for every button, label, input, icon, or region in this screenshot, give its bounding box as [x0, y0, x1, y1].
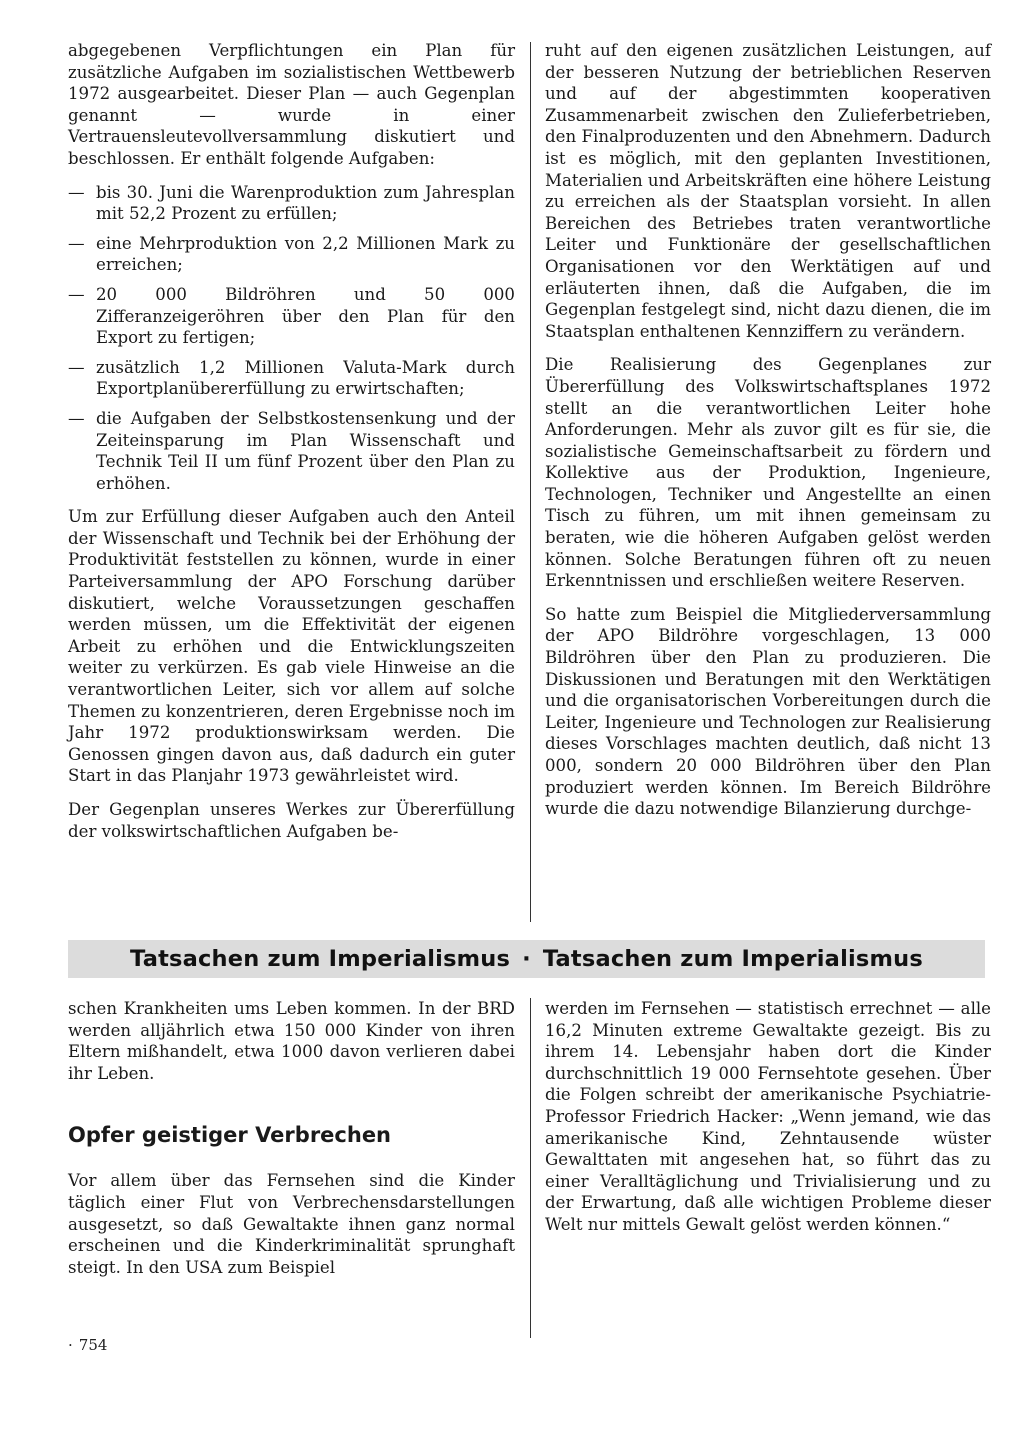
banner-text-right: Tatsachen zum Imperialismus — [542, 946, 923, 972]
list-item-text: 20 000 Bildröhren und 50 000 Zifferanzeigeröhren über den Plan für den Export zu fertigen; — [96, 284, 515, 348]
dash-marker: — — [68, 182, 85, 202]
section-heading: Opfer geistiger Verbrechen — [68, 1123, 392, 1148]
section-banner — [68, 940, 985, 978]
column-top-right — [545, 40, 991, 832]
paragraph: Vor allem über das Fernsehen sind die Kinder täglich einer Flut von Verbrechensdarstellungen ausgesetzt, so daß Gewaltakte ihnen ganz normal erscheinen und die Kinderkriminalität sprunghaft steigt. In den USA zum Beispiel — [68, 1171, 515, 1277]
list-item — [68, 357, 515, 400]
column-bottom-right — [545, 998, 991, 1248]
column-top-left — [68, 40, 515, 854]
page-number — [68, 1336, 107, 1354]
page-mark: · — [68, 1336, 73, 1354]
paragraph: Die Realisierung des Gegenplanes zur Übererfüllung des Volkswirtschaftsplanes 1972 stellt an die verantwortlichen Leiter hohe Anforderungen. Mehr als zuvor gilt es für sie, die sozialistische Gemeinschaftsarbeit zu fördern und Kollektive aus der Produktion, Ingenieure, Technologen, Techniker und Angestellte an einen Tisch zu führen, um mit ihnen gemeinsam zu beraten, wie die höheren Aufgaben gelöst werden können. Solche Beratungen führen oft zu neuen Erkenntnissen und erschließen weitere Reserven. — [545, 355, 991, 591]
paragraph: werden im Fernsehen — statistisch errechnet — alle 16,2 Minuten extreme Gewaltakte gezeigt. Bis zu ihrem 14. Lebensjahr haben dort die Kinder durchschnittlich 19 000 Fernsehtote gesehen. Über die Folgen schreibt der amerikanische Psychiatrie-Professor Friedrich Hacker: „Wenn jemand, wie das amerikanische Kind, Zehntausende wüster Gewalttaten mit angesehen hat, so führt das zu einer Veralltäglichung und Trivialisierung und zu der Erwartung, daß alle wichtigen Probleme dieser Welt nur mittels Gewalt gelöst werden können.“ — [545, 999, 991, 1234]
banner-text-left: Tatsachen zum Imperialismus — [130, 946, 511, 972]
paragraph: abgegebenen Verpflichtungen ein Plan für zusätzliche Aufgaben im sozialistischen Wettbewerb 1972 ausgearbeitet. Dieser Plan — auch Gegenplan genannt — wurde in einer Vertrauensleutevollversammlung diskutiert und beschlossen. Er enthält folgende Aufgaben: — [68, 41, 515, 168]
paragraph: Der Gegenplan unseres Werkes zur Übererfüllung der volkswirtschaftlichen Aufgaben be- — [68, 800, 515, 841]
list-item-text: eine Mehrproduktion von 2,2 Millionen Mark zu erreichen; — [96, 233, 515, 275]
banner-separator: · — [522, 946, 531, 972]
paragraph: So hatte zum Beispiel die Mitgliederversammlung der APO Bildröhre vorgeschlagen, 13 000 Bildröhren über den Plan zu produzieren. Die Diskussionen und Beratungen mit den Werktätigen und die organisatorischen Vorbereitungen durch die Leiter, Ingenieure und Technologen zur Realisierung dieses Vorschlages machten deutlich, daß nicht 13 000, sondern 20 000 Bildröhren über den Plan produziert werden können. Im Bereich Bildröhre wurde die dazu notwendige Bilanzierung durchge- — [545, 604, 991, 819]
dash-marker: — — [68, 233, 85, 253]
list-item — [68, 182, 515, 225]
list-item — [68, 408, 515, 494]
page-number-text: 754 — [78, 1336, 108, 1354]
list-item-text: zusätzlich 1,2 Millionen Valuta-Mark durch Exportplanübererfüllung zu erwirtschaften; — [96, 357, 515, 399]
column-bottom-left — [68, 998, 515, 1290]
dash-marker: — — [68, 284, 85, 304]
dash-marker: — — [68, 357, 85, 377]
list-item — [68, 233, 515, 276]
paragraph: ruht auf den eigenen zusätzlichen Leistungen, auf der besseren Nutzung der betrieblichen Reserven und auf der abgestimmten kooperativen Zusammenarbeit zwischen den Zulieferbetrieben, den Finalproduzenten und den Abnehmern. Dadurch ist es möglich, mit den geplanten Investitionen, Materialien und Arbeitskräften eine höhere Leistung zu erreichen als der Staatsplan vorsieht. In allen Bereichen des Betriebes traten verantwortliche Leiter und Funktionäre der gesellschaftlichen Organisationen vor den Werktätigen auf und erläuterten ihnen, daß die Aufgaben, die im Gegenplan festgelegt sind, nicht dazu dienen, die im Staatsplan enthaltenen Kennziffern zu verändern. — [545, 41, 991, 341]
paragraph: schen Krankheiten ums Leben kommen. In der BRD werden alljährlich etwa 150 000 Kinder von ihren Eltern mißhandelt, etwa 1000 davon verlieren dabei ihr Leben. — [68, 999, 515, 1083]
list-item-text: bis 30. Juni die Warenproduktion zum Jahresplan mit 52,2 Prozent zu erfüllen; — [96, 182, 515, 224]
list-item — [68, 284, 515, 349]
column-divider-top — [530, 42, 531, 922]
list-item-text: die Aufgaben der Selbstkostensenkung und der Zeiteinsparung im Plan Wissenschaft und Technik Teil II um fünf Prozent über den Plan zu erhöhen. — [96, 408, 515, 493]
task-list — [68, 182, 515, 495]
column-divider-bottom — [530, 998, 531, 1338]
dash-marker: — — [68, 408, 85, 428]
paragraph: Um zur Erfüllung dieser Aufgaben auch den Anteil der Wissenschaft und Technik bei der Erhöhung der Produktivität feststellen zu können, wurde in einer Parteiversammlung der APO Forschung darüber diskutiert, welche Voraussetzungen geschaffen werden müssen, um die Effektivität der eigenen Arbeit zu erhöhen und die Entwicklungszeiten weiter zu verkürzen. Es gab viele Hinweise an die verantwortlichen Leiter, sich vor allem auf solche Themen zu konzentrieren, deren Ergebnisse noch im Jahr 1972 produktionswirksam werden. Die Genossen gingen davon aus, daß dadurch ein guter Start in das Planjahr 1973 gewährleistet wird. — [68, 507, 515, 786]
